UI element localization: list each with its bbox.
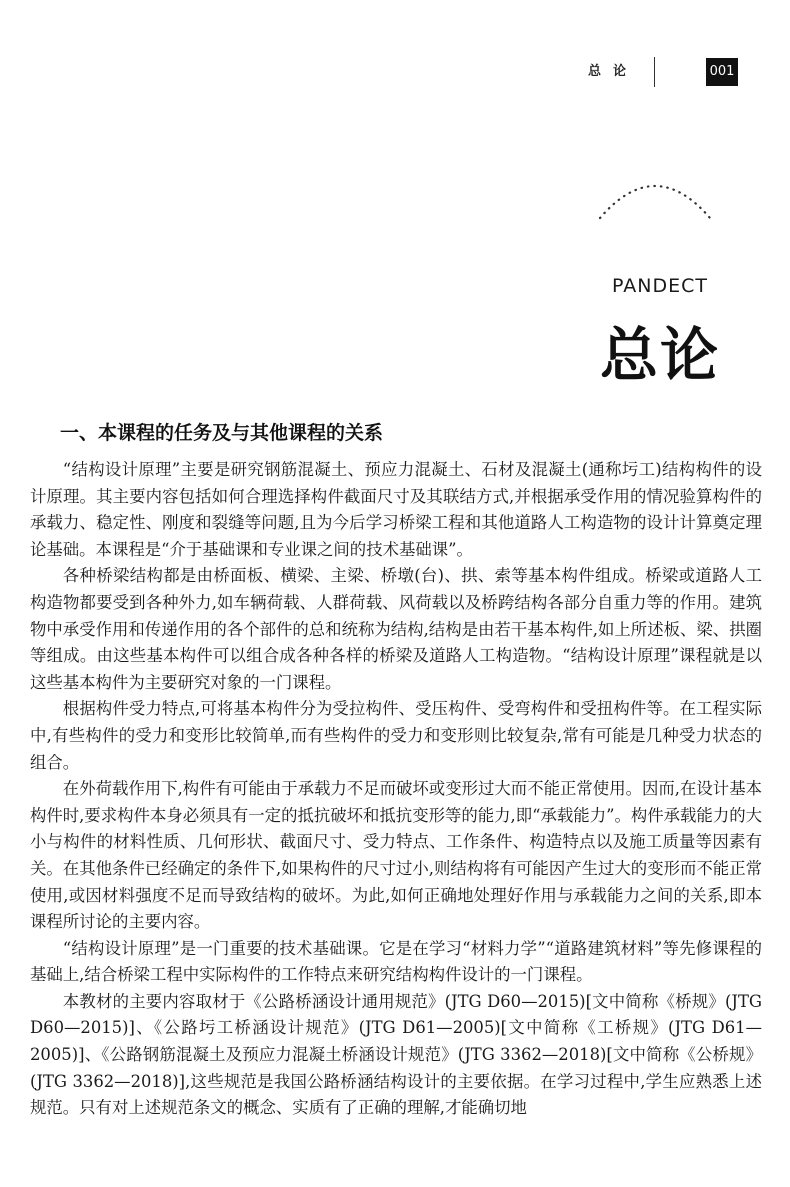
body-text (30, 457, 762, 1122)
paragraph: 各种桥梁结构都是由桥面板、横梁、主梁、桥墩(台)、拱、索等基本构件组成。桥梁或道路人工构造物都要受到各种外力,如车辆荷载、人群荷载、风荷载以及桥跨结构各部分自重力等的作用。建筑物中承受作用和传递作用的各个部件的总和统称为结构,结构是由若干基本构件,如上所述板、梁、拱圈等组成。由这些基本构件可以组合成各种各样的桥梁及道路人工构造物。“结构设计原理”课程就是以这些基本构件为主要研究对象的一门课程。 (30, 566, 762, 692)
decorative-dotted-arc (590, 172, 720, 224)
paragraph: 在外荷载作用下,构件有可能由于承载力不足而破坏或变形过大而不能正常使用。因而,在设计基本构件时,要求构件本身必须具有一定的抵抗破坏和抵抗变形等的能力,即“承载能力”。构件承载能力的大小与构件的材料性质、几何形状、截面尺寸、受力特点、工作条件、构造特点以及施工质量等因素有关。在其他条件已经确定的条件下,如果构件的尺寸过小,则结构将有可能因产生过大的变形而不能正常使用,或因材料强度不足而导致结构的破坏。为此,如何正确地处理好作用与承载能力之间的关系,即本课程所讨论的主要内容。 (30, 779, 762, 932)
paragraph: 本教材的主要内容取材于《公路桥涵设计通用规范》(JTG D60—2015)[文中简称《桥规》(JTG D60—2015)]、《公路圬工桥涵设计规范》(JTG D61—2005)[文中简称《工桥规》(JTG D61—2005)]、《公路钢筋混凝土及预应力混凝土桥涵设计规范》(JTG 3362—2018)[文中简称《公桥规》(JTG 3362—2018)],这些规范是我国公路桥涵结构设计的主要依据。在学习过程中,学生应熟悉上述规范。只有对上述规范条文的概念、实质有了正确的理解,才能确切地 (30, 991, 762, 1118)
paragraph: “结构设计原理”主要是研究钢筋混凝土、预应力混凝土、石材及混凝土(通称圬工)结构构件的设计原理。其主要内容包括如何合理选择构件截面尺寸及其联结方式,并根据承受作用的情况验算构件的承载力、稳定性、刚度和裂缝等问题,且为今后学习桥梁工程和其他道路人工构造物的设计计算奠定理论基础。本课程是“介于基础课和专业课之间的技术基础课”。 (30, 460, 762, 559)
section-heading: 一、本课程的任务及与其他课程的关系 (60, 422, 384, 444)
chapter-title: 总论 (600, 321, 721, 389)
paragraph: 根据构件受力特点,可将基本构件分为受拉构件、受压构件、受弯构件和受扭构件等。在工程实际中,有些构件的受力和变形比较简单,而有些构件的受力和变形则比较复杂,常有可能是几种受力状态的组合。 (30, 699, 762, 772)
paragraph: “结构设计原理”是一门重要的技术基础课。它是在学习“材料力学”“道路建筑材料”等先修课程的基础上,结合桥梁工程中实际构件的工作特点来研究结构构件设计的一门课程。 (30, 938, 762, 985)
chapter-label-en: PANDECT (612, 275, 708, 297)
running-head-title: 总论 (588, 64, 639, 79)
page-number: 001 (706, 58, 738, 86)
header-divider (654, 57, 655, 87)
